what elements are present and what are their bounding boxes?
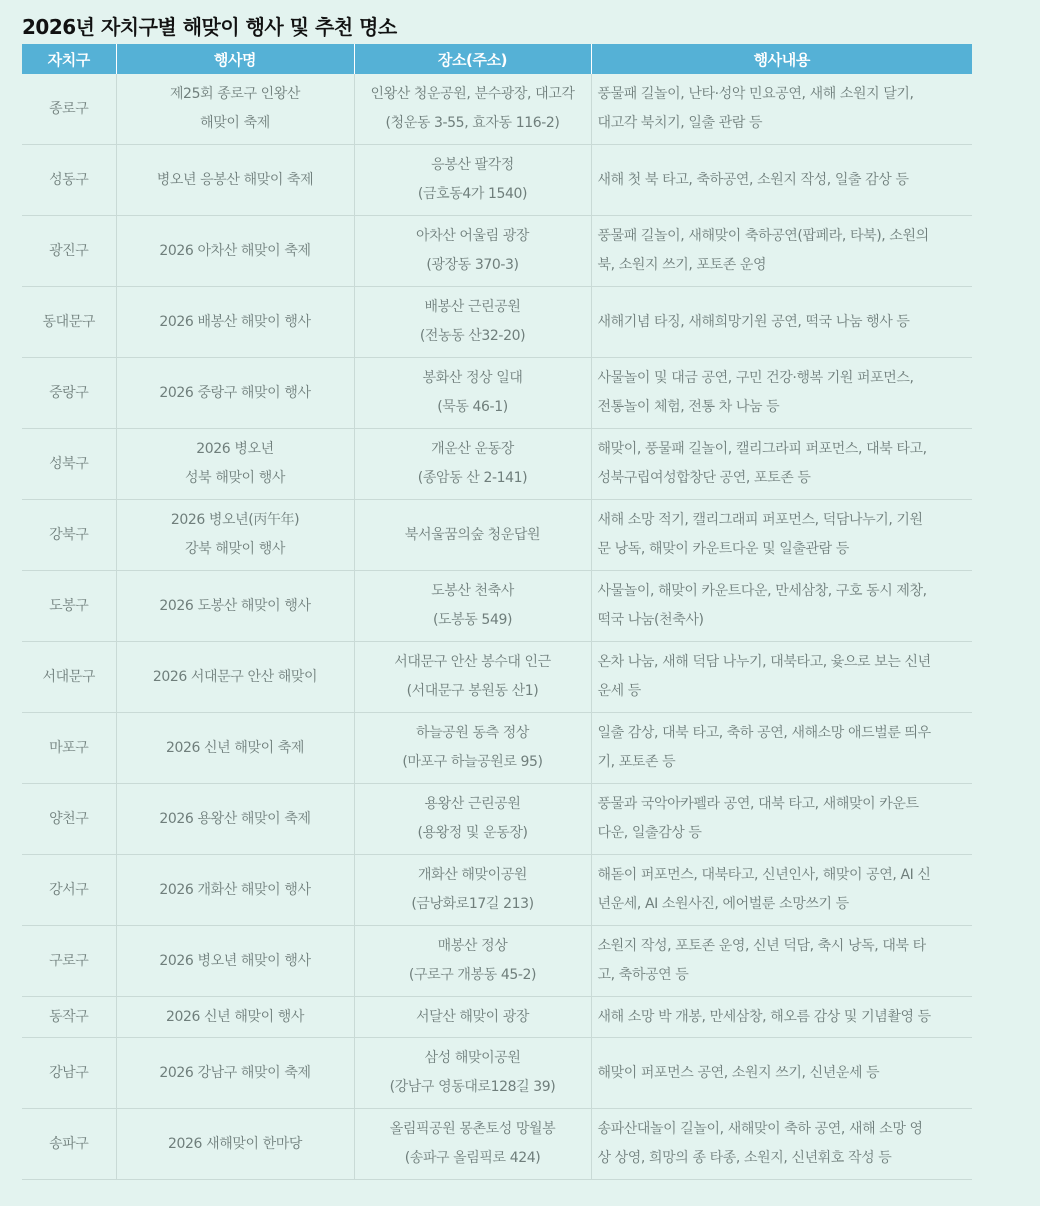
place-cell-line: (금낭화로17길 213) [411,896,534,912]
district-cell: 송파구 [22,1109,116,1180]
table-row [22,642,972,713]
table-row [22,571,972,642]
event-name-cell-line: 2026 강남구 해맞이 축제 [159,1064,311,1081]
events-table [22,44,972,1180]
place-cell [354,571,591,642]
event-name-cell-line: 2026 신년 해맞이 축제 [165,739,305,756]
table-row [22,1109,972,1180]
place-cell-line: (도봉동 549) [432,612,513,628]
place-cell-line: 올림픽공원 몽촌토성 망월봉 [389,1121,556,1137]
event-name-cell-line: 2026 중랑구 해맞이 행사 [159,384,311,401]
table-row [22,429,972,500]
place-cell-line: (묵동 46-1) [437,399,508,415]
table-row [22,500,972,571]
table-row [22,713,972,784]
district-cell: 동대문구 [22,287,116,358]
content-cell [591,500,972,571]
event-name-cell-line: 2026 병오년 [196,441,274,457]
event-name-cell-line: 2026 서대문구 안산 해맞이 [152,668,318,685]
event-name-cell-line: 2026 신년 해맞이 행사 [165,1008,305,1025]
page-title: 2026년 자치구별 해맞이 행사 및 추천 명소 [22,15,397,39]
event-name-cell-line: 2026 아차산 해맞이 축제 [159,242,311,259]
content-cell [591,358,972,429]
content-cell-line: 사물놀이 및 대금 공연, 구민 건강·행복 기원 퍼포먼스, [597,370,914,386]
district-cell: 마포구 [22,713,116,784]
event-name-cell [116,642,354,713]
district-cell: 강서구 [22,855,116,926]
content-cell-line: 새해 소망 박 개봉, 만세삼창, 해오름 감상 및 기념촬영 등 [597,1008,931,1025]
content-cell [591,713,972,784]
place-cell-line: (마포구 하늘공원로 95) [402,754,543,770]
place-cell [354,500,591,571]
event-name-cell-line: 강북 해맞이 행사 [185,541,285,557]
header-district: 자치구 [22,44,116,74]
event-name-cell [116,287,354,358]
place-cell-line: 용왕산 근린공원 [424,796,521,812]
event-name-cell-line: 병오년 응봉산 해맞이 축제 [156,171,314,188]
content-cell-line: 새해 첫 북 타고, 축하공연, 소원지 작성, 일출 감상 등 [597,171,909,188]
district-cell: 동작구 [22,997,116,1038]
content-cell-line: 다운, 일출감상 등 [597,825,702,841]
content-cell-line: 문 낭독, 해맞이 카운트다운 및 일출관람 등 [597,541,849,557]
place-cell-line: (광장동 370-3) [426,257,519,273]
table-row [22,784,972,855]
event-name-cell [116,358,354,429]
place-cell-line: 응봉산 팔각정 [431,157,514,173]
content-cell [591,855,972,926]
event-name-cell-line: 2026 개화산 해맞이 행사 [159,881,311,898]
content-cell-line: 온차 나눔, 새해 덕담 나누기, 대북타고, 윷으로 보는 신년 [597,654,931,670]
place-cell-line: (강남구 영동대로128길 39) [389,1079,556,1095]
district-cell: 광진구 [22,216,116,287]
event-name-cell [116,74,354,145]
event-name-cell [116,784,354,855]
content-cell-line: 상 상영, 희망의 종 타종, 소원지, 신년휘호 작성 등 [597,1150,892,1166]
content-cell-line: 성북구립여성합창단 공연, 포토존 등 [597,470,811,486]
place-cell [354,145,591,216]
place-cell [354,713,591,784]
place-cell-line: 인왕산 청운공원, 분수광장, 대고각 [370,86,575,102]
district-cell: 종로구 [22,74,116,145]
place-cell [354,358,591,429]
content-cell-line: 해맞이 퍼포먼스 공연, 소원지 쓰기, 신년운세 등 [597,1064,880,1081]
event-name-cell-line: 2026 배봉산 해맞이 행사 [159,313,311,330]
event-name-cell-line: 2026 새해맞이 한마당 [168,1135,302,1152]
content-cell [591,429,972,500]
place-cell [354,997,591,1038]
place-cell-line: 배봉산 근린공원 [424,299,521,315]
content-cell-line: 떡국 나눔(천축사) [597,612,704,628]
place-cell [354,429,591,500]
content-cell-line: 풍물패 길놀이, 새해맞이 축하공연(팝페라, 타북), 소원의 [597,228,929,244]
table-row [22,997,972,1038]
content-cell [591,74,972,145]
content-cell [591,1038,972,1109]
place-cell-line: (금호동4가 1540) [417,186,528,202]
place-cell [354,1109,591,1180]
place-cell [354,926,591,997]
table-row [22,216,972,287]
header-content: 행사내용 [591,44,972,74]
content-cell-line: 해돋이 퍼포먼스, 대북타고, 신년인사, 해맞이 공연, AI 신 [597,867,931,883]
content-cell [591,997,972,1038]
content-cell [591,571,972,642]
event-name-cell [116,429,354,500]
content-cell-line: 풍물패 길놀이, 난타·성악 민요공연, 새해 소원지 달기, [597,86,914,102]
content-cell-line: 전통놀이 체험, 전통 차 나눔 등 [597,399,780,415]
content-cell-line: 북, 소원지 쓰기, 포토존 운영 [597,257,767,273]
page-container [22,10,972,1180]
place-cell-line: (전농동 산32-20) [419,328,526,344]
event-name-cell [116,997,354,1038]
place-cell-line: 하늘공원 동측 정상 [415,725,530,741]
event-name-cell-line: 2026 병오년 해맞이 행사 [159,952,311,969]
content-cell-line: 운세 등 [597,683,641,699]
table-row [22,926,972,997]
place-cell-line: 삼성 해맞이공원 [424,1050,521,1066]
table-row [22,145,972,216]
place-cell [354,784,591,855]
event-name-cell [116,571,354,642]
event-name-cell-line: 해맞이 축제 [200,115,270,131]
content-cell-line: 새해 소망 적기, 캘리그래피 퍼포먼스, 덕담나누기, 기원 [597,512,923,528]
district-cell: 구로구 [22,926,116,997]
place-cell [354,216,591,287]
content-cell [591,642,972,713]
district-cell: 도봉구 [22,571,116,642]
district-cell: 서대문구 [22,642,116,713]
table-row [22,74,972,145]
content-cell-line: 기, 포토존 등 [597,754,676,770]
content-cell [591,926,972,997]
event-name-cell-line: 2026 병오년(丙午年) [170,512,300,528]
content-cell-line: 사물놀이, 해맞이 카운트다운, 만세삼창, 구호 동시 제창, [597,583,927,599]
table-row [22,287,972,358]
event-name-cell [116,145,354,216]
district-cell: 중랑구 [22,358,116,429]
district-cell: 성동구 [22,145,116,216]
event-name-cell [116,216,354,287]
place-cell-line: 서대문구 안산 봉수대 인근 [394,654,551,670]
table-body [22,74,972,1180]
content-cell [591,1109,972,1180]
event-name-cell-line: 성북 해맞이 행사 [185,470,285,486]
content-cell-line: 해맞이, 풍물패 길놀이, 캘리그라피 퍼포먼스, 대북 타고, [597,441,927,457]
content-cell-line: 풍물과 국악아카펠라 공연, 대북 타고, 새해맞이 카운트 [597,796,919,812]
content-cell-line: 고, 축하공연 등 [597,967,689,983]
header-event-name: 행사명 [116,44,354,74]
place-cell-line: 개운산 운동장 [431,441,514,457]
table-row [22,855,972,926]
header-place: 장소(주소) [354,44,591,74]
district-cell: 성북구 [22,429,116,500]
place-cell-line: 서달산 해맞이 광장 [415,1008,530,1025]
table-row [22,358,972,429]
place-cell [354,642,591,713]
place-cell-line: (서대문구 봉원동 산1) [406,683,539,699]
content-cell-line: 송파산대놀이 길놀이, 새해맞이 축하 공연, 새해 소망 영 [597,1121,923,1137]
place-cell-line: (구로구 개봉동 45-2) [408,967,537,983]
table-row [22,1038,972,1109]
place-cell [354,1038,591,1109]
content-cell [591,287,972,358]
place-cell-line: (청운동 3-55, 효자동 116-2) [385,115,560,131]
content-cell-line: 일출 감상, 대북 타고, 축하 공연, 새해소망 애드벌룬 띄우 [597,725,931,741]
event-name-cell-line: 제25회 종로구 인왕산 [169,86,301,102]
place-cell [354,855,591,926]
event-name-cell [116,713,354,784]
place-cell-line: 북서울꿈의숲 청운답원 [404,526,541,543]
content-cell [591,145,972,216]
event-name-cell [116,855,354,926]
content-cell-line: 년운세, AI 소원사진, 에어벌룬 소망쓰기 등 [597,896,849,912]
event-name-cell [116,1109,354,1180]
event-name-cell [116,500,354,571]
district-cell: 강북구 [22,500,116,571]
place-cell-line: (송파구 올림픽로 424) [404,1150,541,1166]
district-cell: 양천구 [22,784,116,855]
district-cell: 강남구 [22,1038,116,1109]
content-cell-line: 새해기념 타징, 새해희망기원 공연, 떡국 나눔 행사 등 [597,313,910,330]
place-cell-line: 개화산 해맞이공원 [417,867,528,883]
place-cell-line: 봉화산 정상 일대 [422,370,523,386]
place-cell [354,287,591,358]
event-name-cell [116,926,354,997]
place-cell-line: (종암동 산 2-141) [417,470,528,486]
event-name-cell-line: 2026 도봉산 해맞이 행사 [159,597,311,614]
place-cell-line: 도봉산 천축사 [431,583,514,599]
content-cell-line: 대고각 북치기, 일출 관람 등 [597,115,763,131]
content-cell-line: 소원지 작성, 포토존 운영, 신년 덕담, 축시 낭독, 대북 타 [597,938,926,954]
event-name-cell-line: 2026 용왕산 해맞이 축제 [159,810,311,827]
place-cell-line: (용왕정 및 운동장) [417,825,528,841]
place-cell [354,74,591,145]
event-name-cell [116,1038,354,1109]
content-cell [591,784,972,855]
content-cell [591,216,972,287]
table-header-row [22,44,972,74]
place-cell-line: 아차산 어울림 광장 [415,228,530,244]
place-cell-line: 매봉산 정상 [437,938,508,954]
